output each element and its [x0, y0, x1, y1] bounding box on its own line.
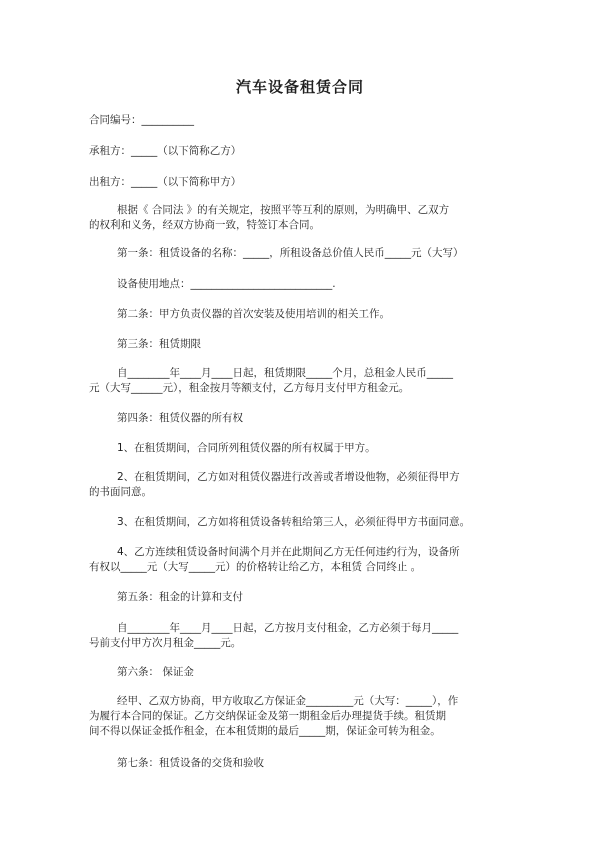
article-2-line: 第二条：甲方负责仪器的首次安装及使用培训的相关工作。 [117, 308, 390, 320]
article-4-item-4-line-1: 4、乙方连续租赁设备时间满个月并在此期间乙方无任何违约行为，设备所 [117, 546, 460, 558]
usage-location-line: 设备使用地点：___________________________. [117, 278, 336, 290]
article-6-line-2: 为履行本合同的保证。乙方交纳保证金及第一期租金后办理提货手续。租赁期 [89, 710, 446, 722]
article-5-line-1: 自________年____月____日起，乙方按月支付租金，乙方必须于每月_____ [117, 622, 459, 634]
article-4-item-4-line-2: 有权以_____元（大写_____元）的价格转让给乙方，本租赁 合同终止 。 [89, 561, 422, 573]
article-7-heading: 第七条：租赁设备的交货和验收 [117, 757, 264, 769]
article-5-heading: 第五条：租金的计算和支付 [117, 591, 243, 603]
lessee-line: 承租方：_____（以下简称乙方） [89, 145, 242, 157]
article-4-item-2-line-1: 2、在租赁期间，乙方如对租赁仪器进行改善或者增设他物，必须征得甲方 [117, 471, 460, 483]
article-6-line-3: 间不得以保证金抵作租金，在本租赁期的最后_____期，保证金可转为租金。 [89, 725, 441, 737]
article-6-heading: 第六条： 保证金 [117, 666, 194, 678]
contract-number-line: 合同编号：__________ [89, 114, 194, 126]
article-4-item-3: 3、在租赁期间，乙方如将租赁设备转租给第三人，必须征得甲方书面同意。 [117, 516, 471, 528]
article-1-line: 第一条：租赁设备的名称：_____，所租设备总价值人民币_____元（大写） [117, 247, 464, 259]
article-3-heading: 第三条：租赁期限 [117, 338, 201, 350]
article-3-line-1: 自________年____月____日起，租赁期限_____个月，总租金人民币_____ [117, 367, 453, 379]
article-3-line-2: 元（大写______元），租金按月等额支付，乙方每月支付甲方租金元。 [89, 382, 410, 394]
article-6-line-1: 经甲、乙双方协商，甲方收取乙方保证金_________元（大写：_____），作 [117, 695, 459, 707]
article-4-item-1: 1、在租赁期间，合同所列租赁仪器的所有权属于甲方。 [117, 442, 376, 454]
preamble-line-1: 根据《 合同法 》的有关规定，按照平等互利的原则，为明确甲、乙双方 [117, 204, 450, 216]
article-4-item-2-line-2: 的书面同意。 [89, 486, 152, 498]
lessor-line: 出租方：_____（以下简称甲方） [89, 176, 242, 188]
article-4-heading: 第四条：租赁仪器的所有权 [117, 412, 243, 424]
document-title: 汽车设备租赁合同 [235, 78, 364, 96]
preamble-line-2: 的权利和义务，经双方协商一致，特签订本合同。 [89, 219, 320, 231]
article-5-line-2: 号前支付甲方次月租金_____元。 [89, 637, 242, 649]
